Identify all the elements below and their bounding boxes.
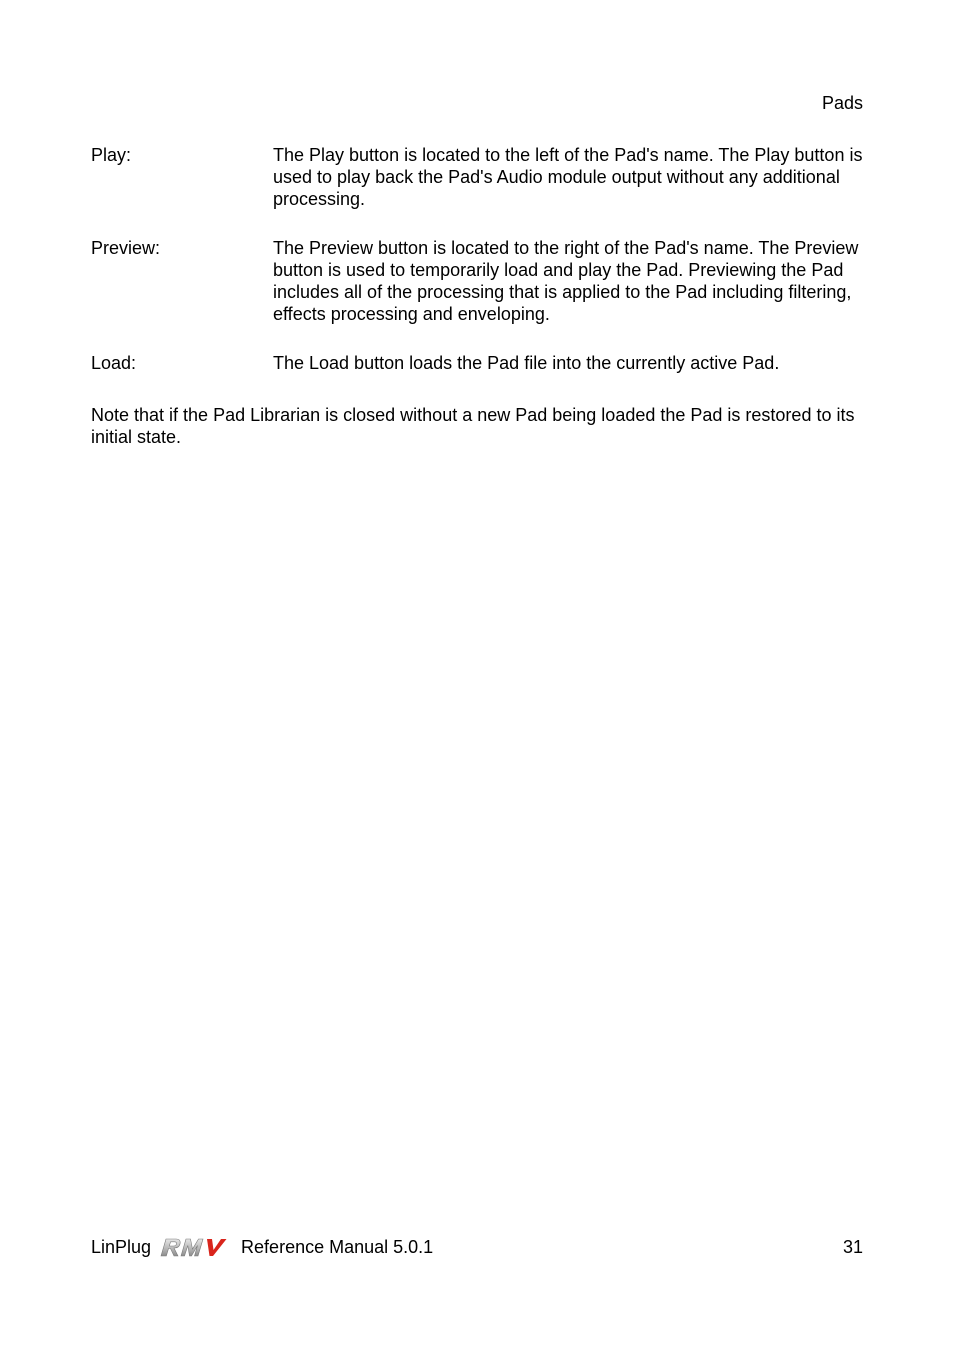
- definition-preview: [91, 237, 863, 325]
- page-number: 31: [842, 1237, 863, 1257]
- definition-term: Load:: [91, 353, 137, 373]
- definition-term: Preview:: [91, 238, 161, 258]
- definition-list: [91, 144, 863, 401]
- definition-term: Play:: [91, 145, 132, 165]
- definition-description: The Preview button is located to the right of the Pad's name. The Preview button is used to temporarily load and play the Pad. Previewing the Pad includes all of the processing that is applied to the Pad including filtering, effects processing and enveloping.: [273, 238, 859, 324]
- rmv-logo-icon: [157, 1236, 235, 1258]
- page-footer: [91, 1236, 863, 1258]
- note-paragraph: Note that if the Pad Librarian is closed without a new Pad being loaded the Pad is restored to its initial state.: [91, 405, 855, 447]
- footer-manual-title: Reference Manual 5.0.1: [241, 1237, 434, 1257]
- definition-load: [91, 352, 863, 374]
- running-header: Pads: [821, 93, 863, 113]
- definition-play: [91, 144, 863, 210]
- definition-description: The Play button is located to the left of the Pad's name. The Play button is used to play back the Pad's Audio module output without any additional processing.: [273, 145, 863, 209]
- footer-brand: LinPlug: [91, 1237, 152, 1257]
- definition-description: The Load button loads the Pad file into the currently active Pad.: [273, 353, 780, 373]
